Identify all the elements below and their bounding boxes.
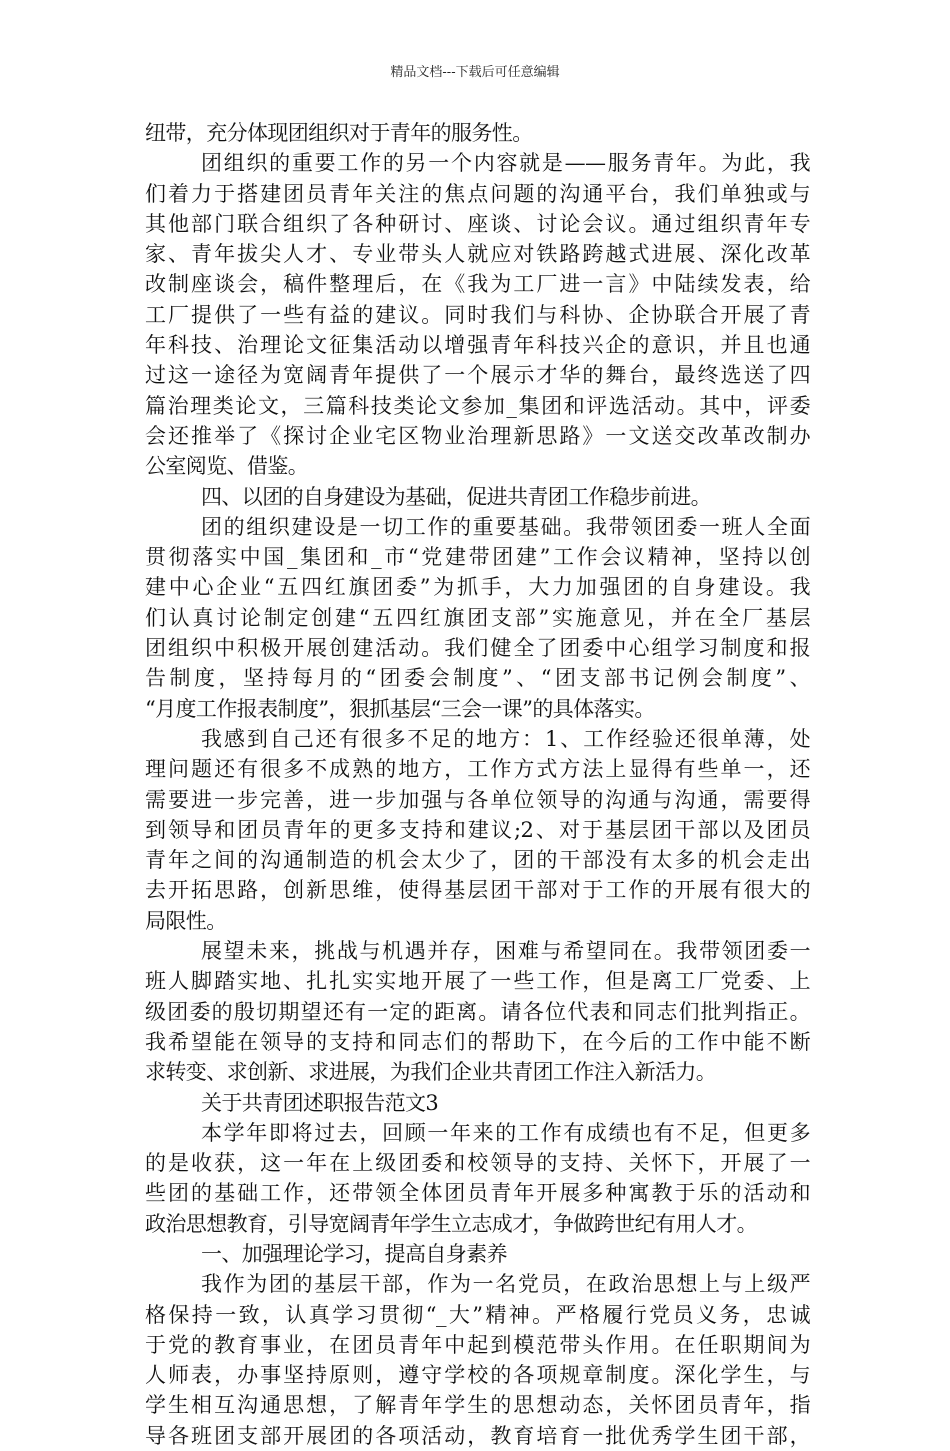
text-line: 建中心企业“五四红旗团委”为抓手，大力加强团的自身建设。我 [145,575,810,600]
text-line: 工厂提供了一些有益的建议。同时我们与科协、企协联合开展了青 [145,302,810,327]
text-line: 团组织的重要工作的另一个内容就是——服务青年。为此，我 [201,151,810,176]
text-line: 局限性。 [145,908,227,933]
text-line: 理问题还有很多不成熟的地方，工作方式方法上显得有些单一，还 [145,757,810,782]
page-header: 精品文档---下载后可任意编辑 [390,65,560,80]
text-line: 级团委的殷切期望还有一定的距离。请各位代表和同志们批判指正。 [145,999,810,1024]
text-line: 本学年即将过去，回顾一年来的工作有成绩也有不足，但更多 [201,1120,810,1145]
text-line: 政治思想教育，引导宽阔青年学生立志成才，争做跨世纪有用人才。 [145,1211,757,1236]
text-line: 年科技、治理论文征集活动以增强青年科技兴企的意识，并且也通 [145,333,810,358]
text-line: 其他部门联合组织了各种研讨、座谈、讨论会议。通过组织青年专 [145,211,810,236]
text-line: 纽带，充分体现团组织对于青年的服务性。 [145,121,533,145]
text-line: 家、青年拔尖人才、专业带头人就应对铁路跨越式进展、深化改革 [145,242,810,267]
text-line: 需要进一步完善，进一步加强与各单位领导的沟通与沟通，需要得 [145,787,810,812]
text-line: 贯彻落实中国_集团和_市“党建带团建”工作会议精神，坚持以创 [145,545,810,570]
text-line: 青年之间的沟通制造的机会太少了，团的干部没有太多的机会走出 [145,848,810,873]
text-line: 导各班团支部开展团的各项活动，教育培育一批优秀学生团干部， [145,1423,810,1448]
text-line: 我作为团的基层干部，作为一名党员，在政治思想上与上级严 [201,1272,810,1297]
text-line: 改制座谈会，稿件整理后，在《我为工厂进一言》中陆续发表，给 [145,272,810,297]
text-line: 关于共青团述职报告范文3 [201,1090,439,1115]
document-body [145,118,810,1451]
text-line: “月度工作报表制度”，狠抓基层“三会一课”的具体落实。 [145,696,655,721]
text-line: 团的组织建设是一切工作的重要基础。我带领团委一班人全面 [201,514,810,539]
text-line: 过这一途径为宽阔青年提供了一个展示才华的舞台，最终选送了四 [145,363,810,388]
text-line: 求转变、求创新、求进展，为我们企业共青团工作注入新活力。 [145,1060,717,1085]
text-line: 四、以团的自身建设为基础，促进共青团工作稳步前进。 [201,484,711,509]
text-line: 格保持一致，认真学习贯彻“_大”精神。严格履行党员义务，忠诚 [145,1302,810,1327]
text-line: 我希望能在领导的支持和同志们的帮助下，在今后的工作中能不断 [145,1029,810,1054]
text-line: 班人脚踏实地、扎扎实实地开展了一些工作，但是离工厂党委、上 [145,969,810,994]
text-line: 篇治理类论文，三篇科技类论文参加_集团和评选活动。其中，评委 [145,393,810,418]
text-line: 于党的教育事业，在团员青年中起到模范带头作用。在任职期间为 [145,1332,810,1357]
text-line: 学生相互沟通思想，了解青年学生的思想动态，关怀团员青年，指 [145,1393,810,1418]
text-line: 展望未来，挑战与机遇并存，困难与希望同在。我带领团委一 [201,939,810,964]
text-line: 们认真讨论制定创建“五四红旗团支部”实施意见，并在全厂基层 [145,605,810,630]
text-line: 到领导和团员青年的更多支持和建议;2、对于基层团干部以及团员 [145,817,810,842]
text-line: 一、加强理论学习，提高自身素养 [201,1241,507,1266]
text-line: 团组织中积极开展创建活动。我们健全了团委中心组学习制度和报 [145,636,810,661]
text-line: 我感到自己还有很多不足的地方：1、工作经验还很单薄，处 [201,726,810,751]
text-line: 们着力于搭建团员青年关注的焦点问题的沟通平台，我们单独或与 [145,181,810,206]
text-line: 公室阅览、借鉴。 [145,454,309,479]
text-line: 去开拓思路，创新思维，使得基层团干部对于工作的开展有很大的 [145,878,810,903]
text-line: 些团的基础工作，还带领全体团员青年开展多种寓教于乐的活动和 [145,1181,810,1206]
text-line: 告制度，坚持每月的“团委会制度”、“团支部书记例会制度”、 [145,666,810,691]
text-line: 人师表，办事坚持原则，遵守学校的各项规章制度。深化学生，与 [145,1363,810,1388]
text-line: 会还推举了《探讨企业宅区物业治理新思路》一文送交改革改制办 [145,423,810,448]
text-line: 的是收获，这一年在上级团委和校领导的支持、关怀下，开展了一 [145,1151,810,1176]
